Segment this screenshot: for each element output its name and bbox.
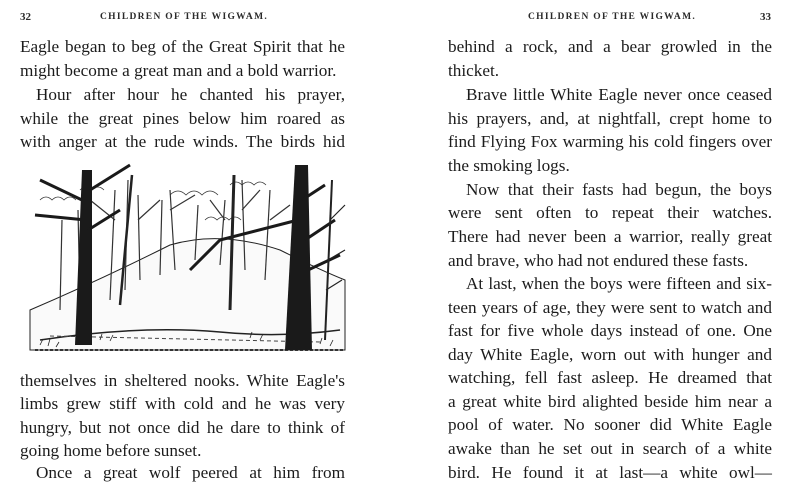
running-header: CHILDREN OF THE WIGWAM. <box>528 12 697 22</box>
text-line: teen years of age, they were sent to watch and <box>448 298 772 317</box>
text-line: the smoking logs. <box>448 156 570 175</box>
text-line: going home before sunset. <box>20 441 202 460</box>
text-line: limbs grew stiff with cold and he was very <box>20 394 345 413</box>
text-line: awake than he set out in search of a white <box>448 439 772 458</box>
text-line: with anger at the rude winds. The birds hid <box>20 132 345 151</box>
text-line: There had never been a warrior, really great <box>448 227 772 246</box>
text-line: pool of water. No sooner did White Eagle <box>448 415 772 434</box>
page-number: 32 <box>20 11 31 23</box>
text-line: a great white bird alighted beside him near a <box>448 392 772 411</box>
text-line: watching, fell fast asleep. He dreamed that <box>448 368 772 387</box>
text-line: fast for five whole days instead of one. One <box>448 321 772 340</box>
text-line: were sent often to repeat their watches. <box>448 203 772 222</box>
text-line: Hour after hour he chanted his prayer, <box>36 85 345 104</box>
text-line: themselves in sheltered nooks. White Eagle's <box>20 371 345 390</box>
text-line: hungry, but not once did he dare to think of <box>20 418 345 437</box>
text-line: and brave, who had not endured these fasts. <box>448 251 749 270</box>
text-line: behind a rock, and a bear growled in the <box>448 37 772 56</box>
text-line: At last, when the boys were fifteen and six- <box>466 274 772 293</box>
text-line: while the great pines below him roared as <box>20 109 345 128</box>
page-number: 33 <box>760 11 771 23</box>
text-line: thicket. <box>448 61 500 80</box>
text-line: might become a great man and a bold warrior. <box>20 61 337 80</box>
text-line: Once a great wolf peered at him from <box>36 463 345 482</box>
text-line: Brave little White Eagle never once ceased <box>466 85 772 104</box>
forest-illustration <box>20 160 350 360</box>
right-page <box>400 0 797 497</box>
text-line: his prayers, and, at nightfall, crept home to <box>448 109 772 128</box>
text-line: Now that their fasts had begun, the boys <box>466 180 772 199</box>
text-line: day White Eagle, worn out with hunger and <box>448 345 772 364</box>
text-line: find Flying Fox warming his cold fingers over <box>448 132 772 151</box>
text-line: bird. He found it at last—a white owl— <box>448 463 772 482</box>
text-line: Eagle began to beg of the Great Spirit that he <box>20 37 345 56</box>
running-header: CHILDREN OF THE WIGWAM. <box>100 12 269 22</box>
